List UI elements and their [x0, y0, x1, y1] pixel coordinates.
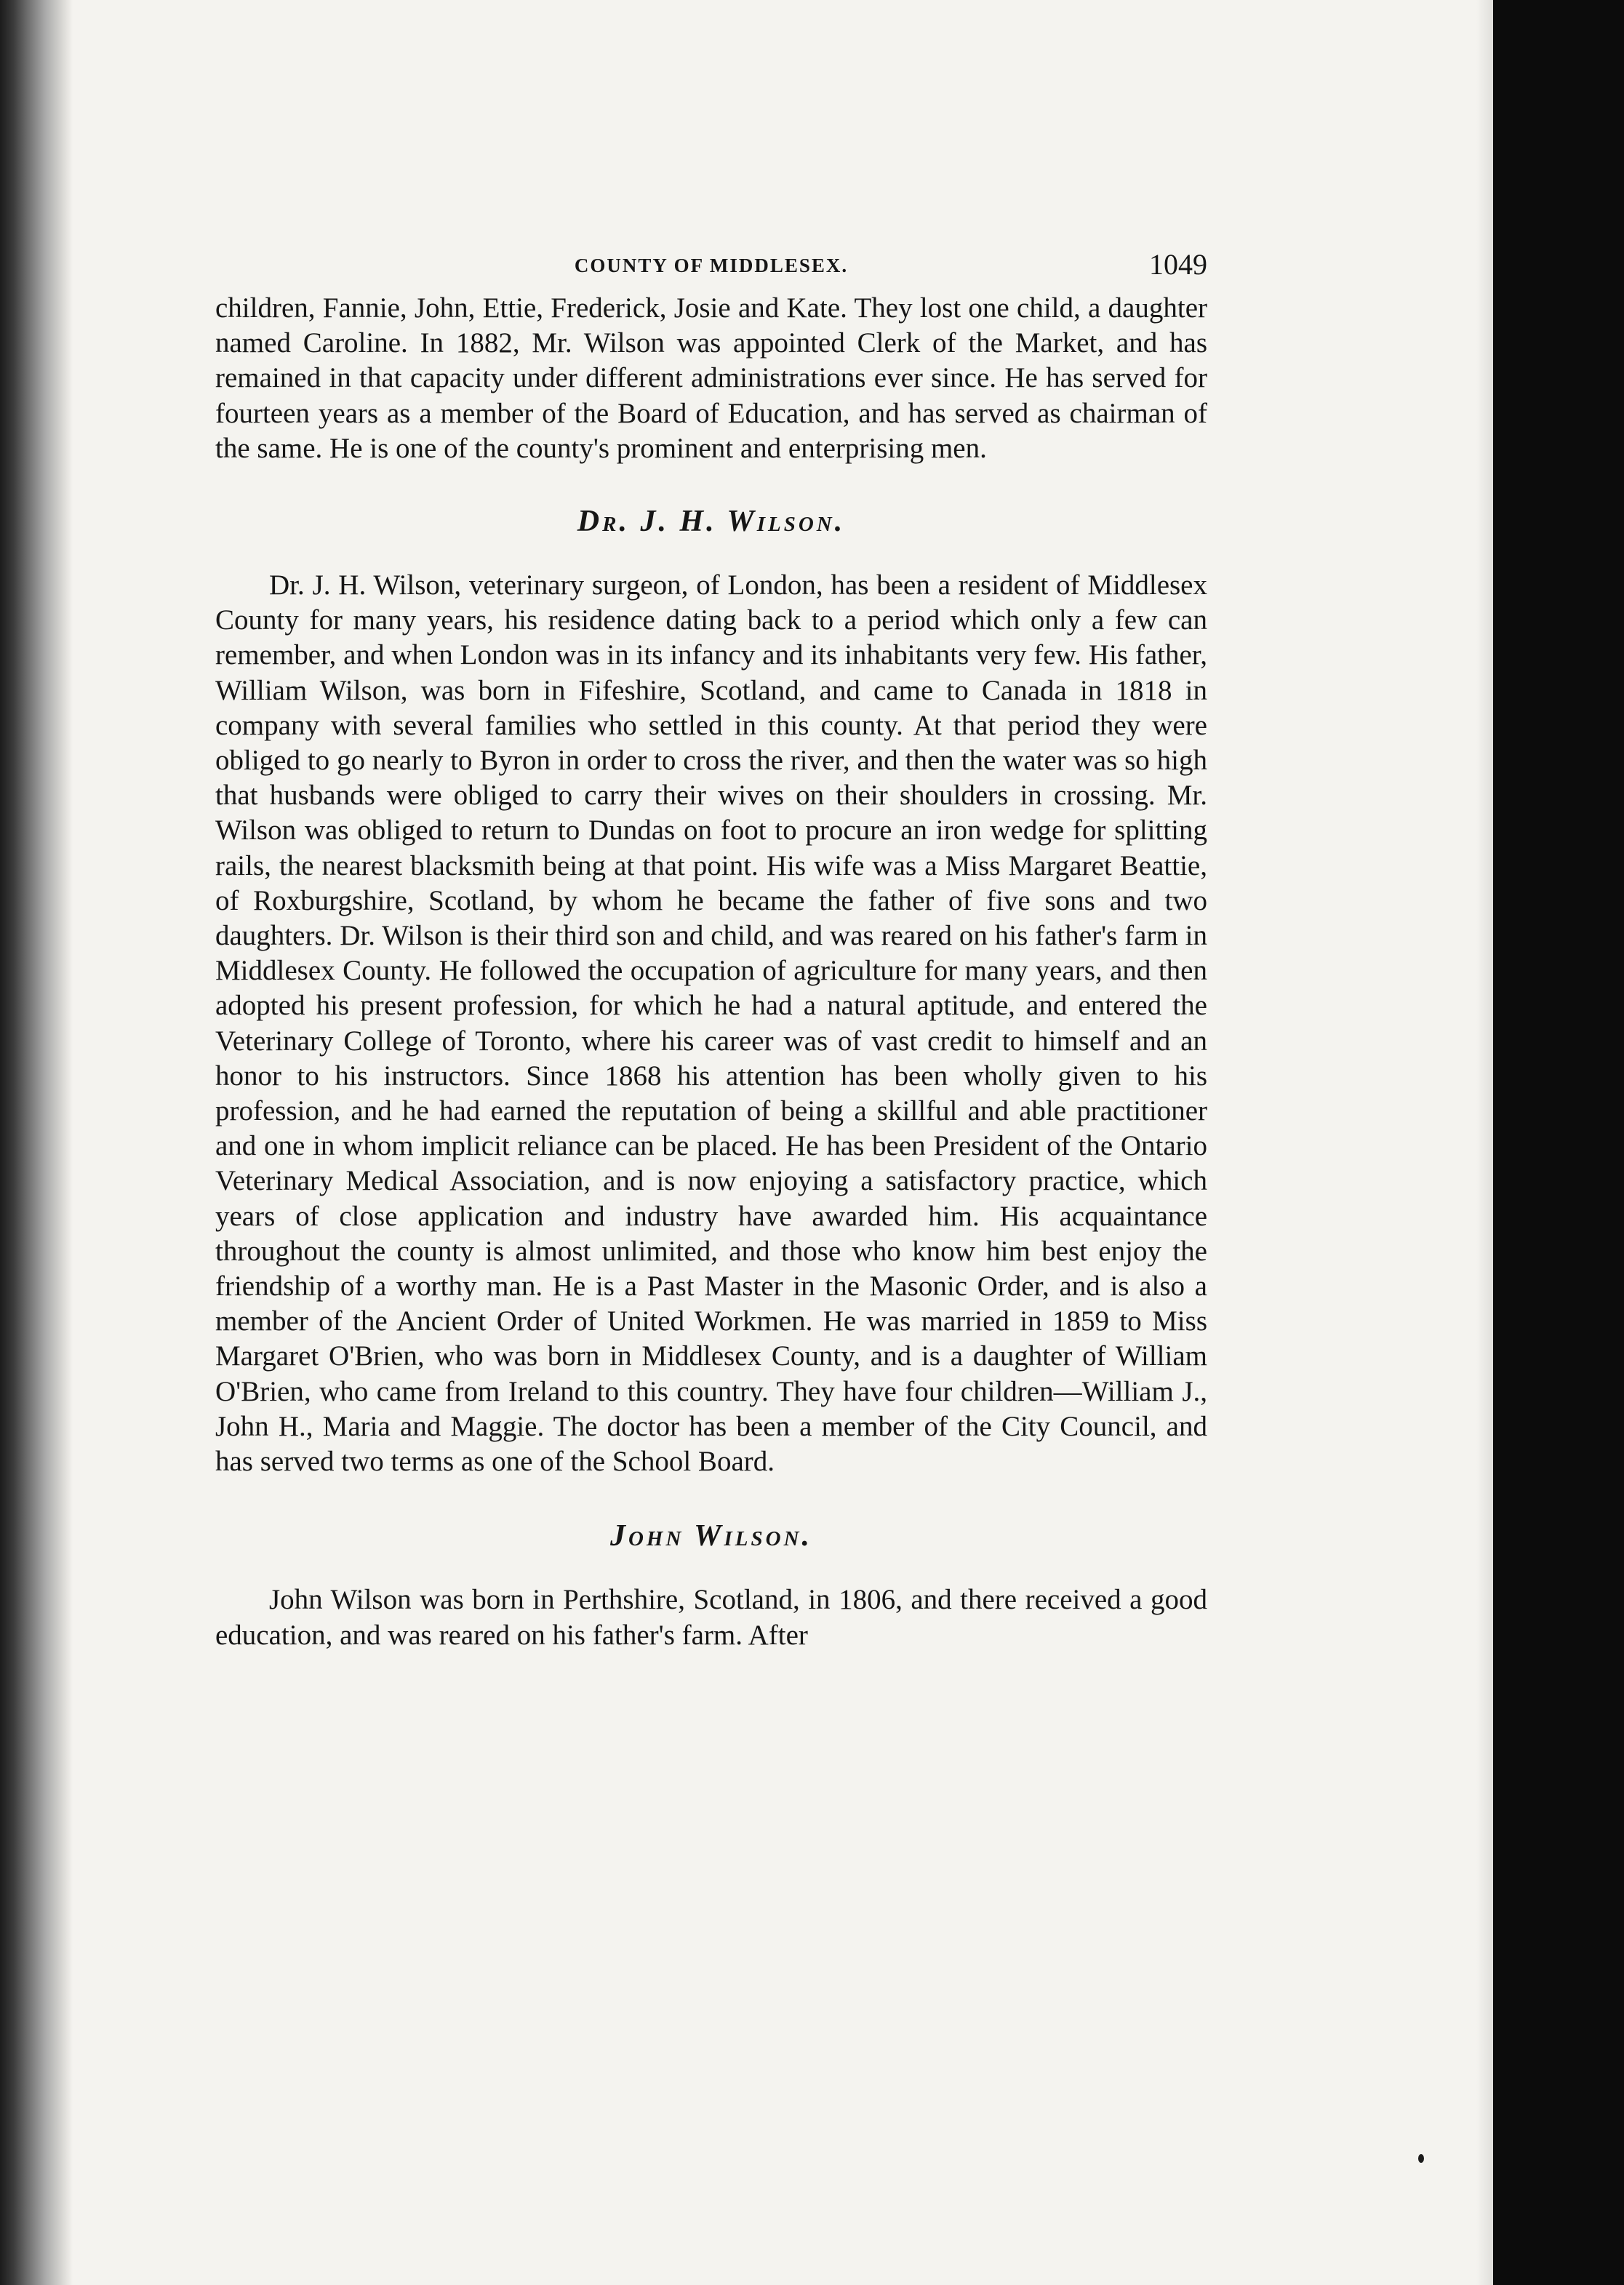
- scan-edge-right: [1493, 0, 1624, 2285]
- running-title: COUNTY OF MIDDLESEX.: [574, 255, 849, 276]
- page-number: 1049: [1149, 248, 1207, 281]
- paragraph-continued: children, Fannie, John, Ettie, Frederick, Josie and Kate. They lost one child, a daughter named Caroline. In 1882, Mr. Wilson was appointed Clerk of the Market, and has remained in that capacity under different administrations ever since. He has served for fourteen years as a member of the Board of Education, and has served as chairman of the same. He is one of the county's prominent and enterprising men.: [215, 292, 1207, 464]
- paragraph-dr-j-h-wilson: Dr. J. H. Wilson, veterinary surgeon, of London, has been a resident of Middlesex County for many years, his residence dating back to a period which only a few can remember, and when London was in its infancy and its inhabitants very few. His father, William Wilson, was born in Fifeshire, Scotland, and came to Canada in 1818 in company with several families who settled in this county. At that period they were obliged to go nearly to Byron in order to cross the river, and then the water was so high that husbands were obliged to carry their wives on their shoulders in crossing. Mr. Wilson was obliged to return to Dundas on foot to procure an iron wedge for splitting rails, the nearest blacksmith being at that point. His wife was a Miss Margaret Beattie, of Roxburgshire, Scotland, by whom he became the father of five sons and two daughters. Dr. Wilson is their third son and child, and was reared on his father's farm in Middlesex County. He followed the occupation of agriculture for many years, and then adopted his present profession, for which he had a natural aptitude, and entered the Veterinary College of Toronto, where his career was of vast credit to himself and an honor to his instructors. Since 1868 his attention has been wholly given to his profession, and he had earned the reputation of being a skillful and able practitioner and one in whom implicit reliance can be placed. He has been President of the Ontario Veterinary Medical Association, and is now enjoying a satisfactory practice, which years of close application and industry have awarded him. His acquaintance throughout the county is almost unlimited, and those who know him best enjoy the friendship of a worthy man. He is a Past Master in the Masonic Order, and is also a member of the Ancient Order of United Workmen. He was married in 1859 to Miss Margaret O'Brien, who was born in Middlesex County, and is a daughter of William O'Brien, who came from Ireland to this country. They have four children—William J., John H., Maria and Maggie. The doctor has been a member of the City Council, and has served two terms as one of the School Board.: [215, 569, 1207, 1478]
- running-head: [215, 247, 1207, 291]
- page-content: [215, 247, 1207, 1653]
- section-heading-john-wilson: John Wilson.: [609, 1519, 813, 1553]
- paragraph-john-wilson: John Wilson was born in Perthshire, Scotland, in 1806, and there received a good education, and was reared on his father's farm. After: [215, 1584, 1207, 1651]
- scan-edge-left: [0, 0, 73, 2285]
- ink-speck: [1418, 2154, 1424, 2163]
- section-heading-dr-j-h-wilson: Dr. J. H. Wilson.: [577, 505, 846, 539]
